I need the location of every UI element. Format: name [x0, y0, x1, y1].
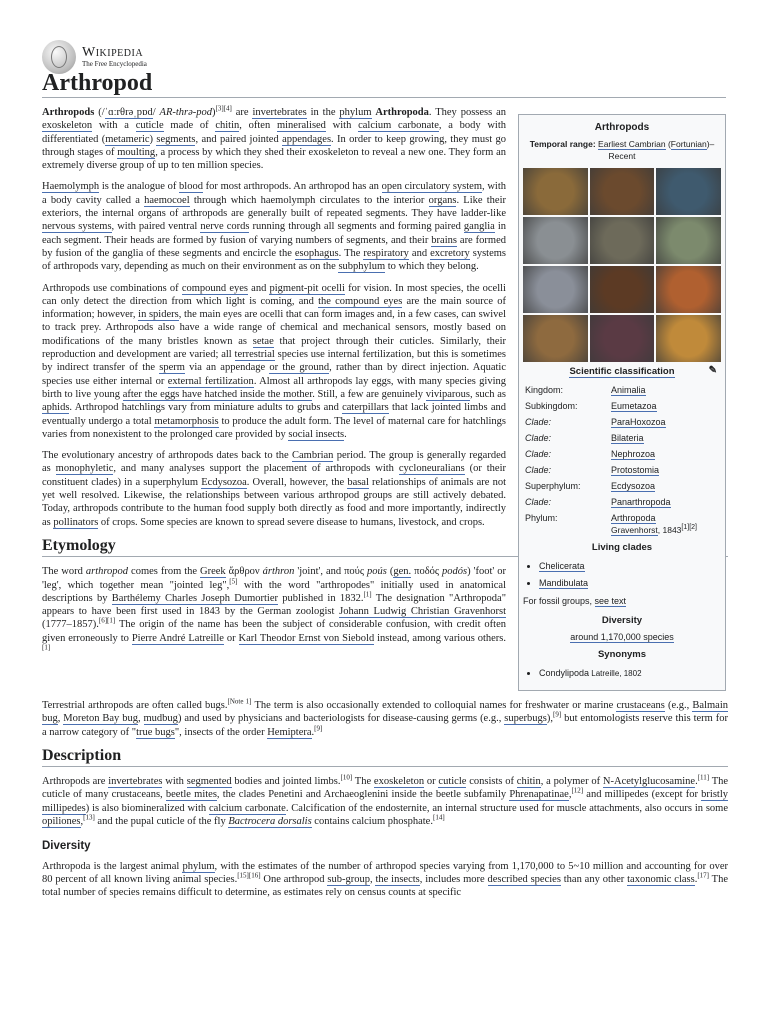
arthropod-photo[interactable]	[523, 168, 588, 215]
taxonomy-value	[609, 494, 721, 510]
link-segments[interactable]: segments	[156, 133, 196, 145]
taxonomy-rank: Clade:	[525, 449, 552, 459]
link-mineralised[interactable]: mineralised	[276, 120, 326, 132]
taxon-link[interactable]: Bilateria	[611, 433, 644, 443]
taxon-link[interactable]: Panarthropoda	[611, 497, 671, 507]
link-aphids[interactable]: aphids	[42, 402, 70, 414]
link-blood[interactable]: blood	[179, 181, 203, 193]
taxonomy-row	[523, 414, 721, 430]
link-beetle-mites[interactable]: beetle mites	[165, 789, 217, 801]
taxonomy-value	[609, 478, 721, 494]
link-dumortier[interactable]: Barthélemy Charles Joseph Dumortier	[111, 592, 279, 604]
link-invertebrates[interactable]: invertebrates	[252, 107, 307, 118]
ref[interactable]: [5]	[229, 577, 238, 585]
wikipedia-logo[interactable]	[42, 40, 147, 74]
link-pollinators[interactable]: pollinators	[53, 516, 99, 528]
arthropod-photo[interactable]	[523, 217, 588, 264]
link-brains[interactable]: brains	[431, 234, 457, 246]
ref[interactable]: [12]	[571, 786, 584, 795]
living-clade-item	[539, 577, 721, 589]
ref[interactable]: [9]	[553, 710, 562, 719]
page-title: Arthropod	[42, 70, 153, 96]
temporal-range: Temporal range: Earliest Cambrian (Fortunian)–Recent	[529, 139, 715, 161]
link-the-compound-eyes[interactable]: the compound eyes	[318, 295, 403, 307]
arthropod-photo[interactable]	[656, 266, 721, 313]
taxon-link[interactable]: Eumetazoa	[611, 401, 657, 411]
diversity-subheading: Diversity	[42, 840, 91, 853]
infobox	[518, 114, 726, 691]
synonyms-heading: Synonyms	[597, 649, 647, 660]
link-excretory[interactable]: excretory	[430, 247, 470, 259]
taxonomy-value	[609, 382, 721, 398]
intro-paragraph-3: Arthropods use combinations of compound eyes and pigment-pit ocelli for vision. In most species, the ocelli can only detect the direction from which light is coming, and the compound eyes are the main source of information; however, in spiders, the main eyes are ocelli that can form images and, in a few cases, can swivel to track prey. Arthropods also have a wide range of chemical and mechanical sensors, mostly based on modifications of the many bristles known as setae that project through their cuticles. Similarly, their reproduction and development are varied; all terrestrial species use internal fertilization, but this is sometimes by indirect transfer of the sperm via an appendage or the ground, rather than by direct injection. Aquatic species use either internal or external fertilization. Almost all arthropods lay eggs, with many species giving birth to live young after the eggs have hatched inside the mother. Still, a few are genuinely viviparous, such as aphids. Arthropod hatchlings vary from miniature adults to grubs and caterpillars that lack jointed limbs and eventually undergo a total metamorphosis to produce the adult form. The level of maternal care for hatchlings varies from nonexistent to the prolonged care provided by social insects.	[42, 282, 506, 440]
link-ecdysozoa[interactable]: Ecdysozoa	[201, 476, 247, 488]
link-hemiptera[interactable]: Hemiptera	[267, 726, 312, 738]
link-terrestrial[interactable]: terrestrial	[234, 349, 275, 361]
link-social-insects[interactable]: social insects	[288, 428, 345, 440]
link-chitin-2[interactable]: chitin	[516, 776, 541, 788]
link-cycloneuralians[interactable]: cycloneuralians	[398, 463, 465, 475]
taxonomy-value	[609, 398, 721, 414]
description-paragraph-1: Arthropods are invertebrates with segmented bodies and jointed limbs.[10] The exoskeleton or cuticle consists of chitin, a polymer of N-Acetylglucosamine.[11] The cuticle of many crustaceans, beetle mites, the clades Penetini and Archaeoglenini inside the beetle subfamily Phrenapatinae,[12] and millipedes (except for bristly millipedes) is also biomineralized with calcium carbonate. Calcification of the endosternite, an internal structure used for muscle attachments, also occurs in some opiliones,[13] and the pupal cuticle of the fly Bactrocera dorsalis contains calcium phosphate.[14]	[42, 773, 729, 828]
taxonomy-rank: Phylum:	[525, 513, 558, 523]
link-genitive[interactable]: gen.	[393, 566, 412, 578]
link-haemolymph[interactable]: Haemolymph	[42, 181, 100, 193]
pencil-icon[interactable]: ✎	[708, 365, 717, 376]
link-ganglia[interactable]: ganglia	[463, 221, 495, 233]
link-bristly-millipedes[interactable]: bristly millipedes	[42, 789, 729, 814]
fossil-note: For fossil groups, see text	[523, 596, 627, 606]
link-metameric[interactable]: metameric	[105, 133, 150, 145]
link-pigment-pit-ocelli[interactable]: pigment-pit ocelli	[269, 282, 345, 294]
taxonomy-rank: Subkingdom:	[525, 401, 578, 411]
title-divider	[42, 97, 726, 98]
living-clade-item	[539, 560, 721, 572]
taxonomy-value	[609, 462, 721, 478]
etymology-paragraph-1: The word arthropod comes from the Greek ἄρθρον árthron 'joint', and πούς poús (gen. ποδός podós) 'foot' or 'leg', which together mean "jointed leg",[5] with the word "arthropodes" initially used in anatomical descriptions by Barthélemy Charles Joseph Dumortier published in 1832.[1] The designation "Arthropoda" appears to have been first used in 1843 by the German zoologist Johann Ludwig Christian Gravenhorst (1777–1857).[6][1] The origin of the name has been the subject of considerable confusion, with credit often given erroneously to Pierre André Latreille or Karl Theodor Ernst von Siebold instead, among various others.[1]	[42, 566, 507, 652]
link-cambrian[interactable]: Cambrian	[292, 450, 334, 462]
ref[interactable]: [17]	[697, 871, 710, 880]
diversity-paragraph: Arthropoda is the largest animal phylum, with the estimates of the number of arthropod species varying from 1,170,000 to 5~10 million and accounting for over 80 percent of all known living animal species.[15][16] One arthropod sub-group, the insects, includes more described species than any other taxonomic class.[17] The total number of species remains difficult to determine, as estimates rely on census counts at specific	[42, 860, 729, 899]
link-cuticle[interactable]: cuticle	[135, 120, 164, 132]
link-monophyletic[interactable]: monophyletic	[55, 463, 114, 475]
ref[interactable]: [14]	[432, 813, 445, 822]
taxonomy-rank: Clade:	[525, 433, 552, 443]
link-sub-group[interactable]: sub-group	[327, 873, 370, 885]
link-gravenhorst[interactable]: Johann Ludwig Christian Gravenhorst	[339, 606, 507, 618]
link-nervous-systems[interactable]: nervous systems	[42, 221, 112, 233]
ref[interactable]: [6][1]	[98, 616, 116, 625]
intro-paragraph-4: The evolutionary ancestry of arthropods dates back to the Cambrian period. The group is generally regarded as monophyletic, and many analyses support the placement of arthropods with cycloneuralians (or their constituent clades) in a superphylum Ecdysozoa. Overall, however, the basal relationships of animals are not yet well resolved. Likewise, the relationships between various arthropod groups are still actively debated. Today, arthropods contribute to the human food supply both directly as food and more importantly, indirectly as pollinators of crops. Some species are known to spread severe disease to humans, livestock, and crops.	[42, 450, 506, 528]
ref[interactable]: [13]	[83, 813, 95, 822]
link-or-the-ground[interactable]: or the ground	[269, 362, 330, 374]
see-text-link[interactable]: see text	[594, 596, 627, 606]
link-in-spiders[interactable]: in spiders	[138, 309, 179, 321]
link-chitin[interactable]: chitin	[215, 120, 240, 132]
link-bactrocera-dorsalis[interactable]: Bactrocera dorsalis	[228, 816, 312, 828]
link-moreton-bay-bug[interactable]: Moreton Bay bug	[63, 713, 138, 725]
logo-tagline: The Free Encyclopedia	[82, 59, 147, 68]
taxonomy-rank: Kingdom:	[525, 385, 564, 395]
taxonomy-value	[609, 414, 721, 430]
taxonomy-row	[523, 478, 721, 494]
taxon-link[interactable]: Nephrozoa	[611, 449, 656, 459]
arthropod-photo[interactable]	[656, 315, 721, 362]
taxon-link[interactable]: Animalia	[611, 385, 646, 395]
diversity-value: around 1,170,000 species	[570, 632, 674, 642]
taxonomy-rank: Superphylum:	[525, 481, 581, 491]
link-external-fertilization[interactable]: external fertilization	[167, 375, 254, 387]
synonyms-list	[539, 667, 721, 680]
ref[interactable]: [15][16]	[237, 871, 261, 880]
link-the-insects[interactable]: the insects	[375, 873, 420, 885]
link-von-siebold[interactable]: Karl Theodor Ernst von Siebold	[238, 632, 375, 644]
taxon-link[interactable]: Protostomia	[611, 465, 660, 475]
taxonomy-rank: Clade:	[525, 417, 552, 427]
infobox-image-collage[interactable]	[523, 168, 721, 362]
diversity-heading: Diversity	[601, 615, 643, 626]
authority-year: , 1843	[657, 525, 682, 535]
scientific-classification-heading: Scientific classification ✎	[569, 365, 717, 377]
arthropod-photo[interactable]	[656, 168, 721, 215]
arthropod-photo[interactable]	[523, 315, 588, 362]
taxonomy-value	[609, 446, 721, 462]
living-clades-heading: Living clades	[591, 542, 653, 553]
link-haemocoel[interactable]: haemocoel	[144, 194, 190, 206]
link-invertebrates-2[interactable]: invertebrates	[108, 776, 163, 788]
link-segmented[interactable]: segmented	[186, 776, 232, 788]
link-crustaceans[interactable]: crustaceans	[616, 700, 665, 711]
ref[interactable]: [3][4]	[215, 104, 232, 113]
link-greek[interactable]: Greek	[200, 566, 226, 578]
intro-paragraph-2: Haemolymph is the analogue of blood for most arthropods. An arthropod has an open circulatory system, with a body cavity called a haemocoel through which haemolymph circulates to the interior organs. Like their exteriors, the internal organs of arthropods are generally built of repeated segments. They have ladder-like nervous systems, with paired ventral nerve cords running through all segments and forming paired ganglia in each segment. Their heads are formed by fusion of varying numbers of segments, and their brains are formed by fusion of the ganglia of these segments and encircle the esophagus. The respiratory and excretory systems of arthropods vary, depending as much on their environment as on the subphylum to which they belong.	[42, 181, 507, 273]
arthropod-photo[interactable]	[523, 266, 588, 313]
arthropod-photo[interactable]	[590, 217, 655, 264]
taxonomy-value	[609, 510, 721, 538]
link-cuticle-2[interactable]: cuticle	[438, 776, 467, 788]
link-exoskeleton-2[interactable]: exoskeleton	[373, 776, 425, 788]
link-latreille[interactable]: Pierre André Latreille	[131, 632, 224, 644]
link-appendages[interactable]: appendages	[282, 133, 332, 145]
taxonomy-row	[523, 398, 721, 414]
authority-link[interactable]: Gravenhorst	[611, 525, 658, 535]
arthropod-photo[interactable]	[590, 266, 655, 313]
arthropod-photo[interactable]	[656, 217, 721, 264]
link-setae[interactable]: setae	[252, 335, 274, 347]
ref[interactable]: [1]	[42, 643, 51, 652]
taxon-link[interactable]: ParaHoxozoa	[611, 417, 666, 427]
globe-icon	[42, 40, 76, 74]
taxonomy-row	[523, 382, 721, 398]
taxonomy-table	[523, 382, 721, 538]
taxon-link[interactable]: Arthropoda	[611, 513, 656, 523]
temporal-link-fortunian[interactable]: Fortunian	[670, 139, 707, 149]
link-compound-eyes[interactable]: compound eyes	[181, 282, 248, 294]
link-nerve-cords[interactable]: nerve cords	[200, 221, 250, 233]
taxon-link[interactable]: Ecdysozoa	[611, 481, 656, 491]
arthropod-photo[interactable]	[590, 315, 655, 362]
link-caterpillars[interactable]: caterpillars	[342, 402, 389, 414]
etymology-heading: Etymology	[42, 539, 728, 557]
link-described-species[interactable]: described species	[487, 873, 561, 885]
link-phylum-2[interactable]: phylum	[182, 860, 215, 872]
article-body	[42, 106, 728, 908]
link-organs[interactable]: organs	[428, 194, 457, 206]
ref[interactable]: [11]	[697, 773, 710, 782]
intro-paragraph-1: Arthropods (/ˈɑːrθrəˌpɒd/ AR-thrə-pod)[3][4] are invertebrates in the phylum Arthropoda. They possess an exoskeleton with a cuticle made of chitin, often mineralised with calcium carbonate, a body with differentiated (metameric) segments, and paired jointed appendages. In order to keep growing, they must go through stages of moulting, a process by which they shed their exoskeleton to reveal a new one. They form an extremely diverse group of up to ten million species.	[42, 104, 507, 172]
taxonomy-rank: Clade:	[525, 465, 552, 475]
link-taxonomic-class[interactable]: taxonomic class	[627, 873, 695, 885]
ref[interactable]: [9]	[314, 724, 323, 733]
ipa-link[interactable]: ˈɑːrθrəˌpɒd	[104, 107, 153, 118]
link-respiratory[interactable]: respiratory	[363, 247, 409, 259]
link-basal[interactable]: basal	[347, 476, 369, 488]
link-subphylum[interactable]: subphylum	[338, 261, 386, 273]
link-n-acetylglucosamine[interactable]: N-Acetylglucosamine	[602, 776, 696, 788]
ref[interactable]: [10]	[340, 773, 353, 782]
link-mudbug[interactable]: mudbug	[143, 713, 178, 725]
ref[interactable]: [1]	[363, 590, 372, 599]
clade-link[interactable]: Mandibulata	[539, 578, 589, 588]
link-phrenapatinae[interactable]: Phrenapatinae	[509, 789, 569, 801]
clade-link[interactable]: Chelicerata	[539, 561, 585, 571]
taxonomy-row	[523, 462, 721, 478]
taxonomy-row	[523, 446, 721, 462]
temporal-link-earliest-cambrian[interactable]: Earliest Cambrian	[598, 139, 666, 149]
taxonomy-row	[523, 430, 721, 446]
ref[interactable]: [1][2]	[681, 524, 697, 531]
link-sperm[interactable]: sperm	[159, 362, 185, 374]
link-open-circulatory-system[interactable]: open circulatory system	[381, 181, 483, 193]
link-viviparous[interactable]: viviparous	[425, 388, 471, 400]
taxonomy-rank: Clade:	[525, 497, 552, 507]
living-clades-list	[539, 560, 721, 589]
link-calcium-carbonate-2[interactable]: calcium carbonate	[208, 802, 286, 814]
logo-wordmark: Wikipedia	[82, 44, 144, 60]
taxonomy-row	[523, 510, 721, 538]
ref[interactable]: [Note 1]	[227, 697, 252, 706]
link-metamorphosis[interactable]: metamorphosis	[154, 415, 219, 427]
taxonomy-value	[609, 430, 721, 446]
link-esophagus[interactable]: esophagus	[294, 247, 339, 259]
etymology-paragraph-2: Terrestrial arthropods are often called bugs.[Note 1] The term is also occasionally extended to colloquial names for freshwater or marine crustaceans (e.g., Balmain bug, Moreton Bay bug, mudbug) and used by physicians and bacteriologists for disease-causing germs (e.g., superbugs),[9] but entomologists reserve this term for a narrow category of "true bugs", insects of the order Hemiptera.[9]	[42, 697, 728, 738]
description-heading: Description	[42, 749, 728, 767]
taxonomy-row	[523, 494, 721, 510]
link-moulting[interactable]: moulting	[117, 146, 156, 158]
arthropod-photo[interactable]	[590, 168, 655, 215]
link-superbugs[interactable]: superbugs	[504, 713, 547, 725]
link-phylum[interactable]: phylum	[339, 107, 372, 118]
link-opiliones[interactable]: opiliones	[42, 816, 81, 828]
synonym-item: • Condylipoda Latreille, 1802	[539, 667, 721, 680]
link-calcium-carbonate[interactable]: calcium carbonate	[358, 120, 439, 132]
infobox-title: Arthropods	[594, 122, 650, 133]
link-eggs-hatched[interactable]: after the eggs have hatched inside the mother	[122, 388, 313, 400]
link-balmain-bug[interactable]: Balmain bug	[42, 700, 728, 725]
link-exoskeleton[interactable]: exoskeleton	[42, 120, 93, 132]
link-true-bugs[interactable]: true bugs	[136, 726, 175, 738]
